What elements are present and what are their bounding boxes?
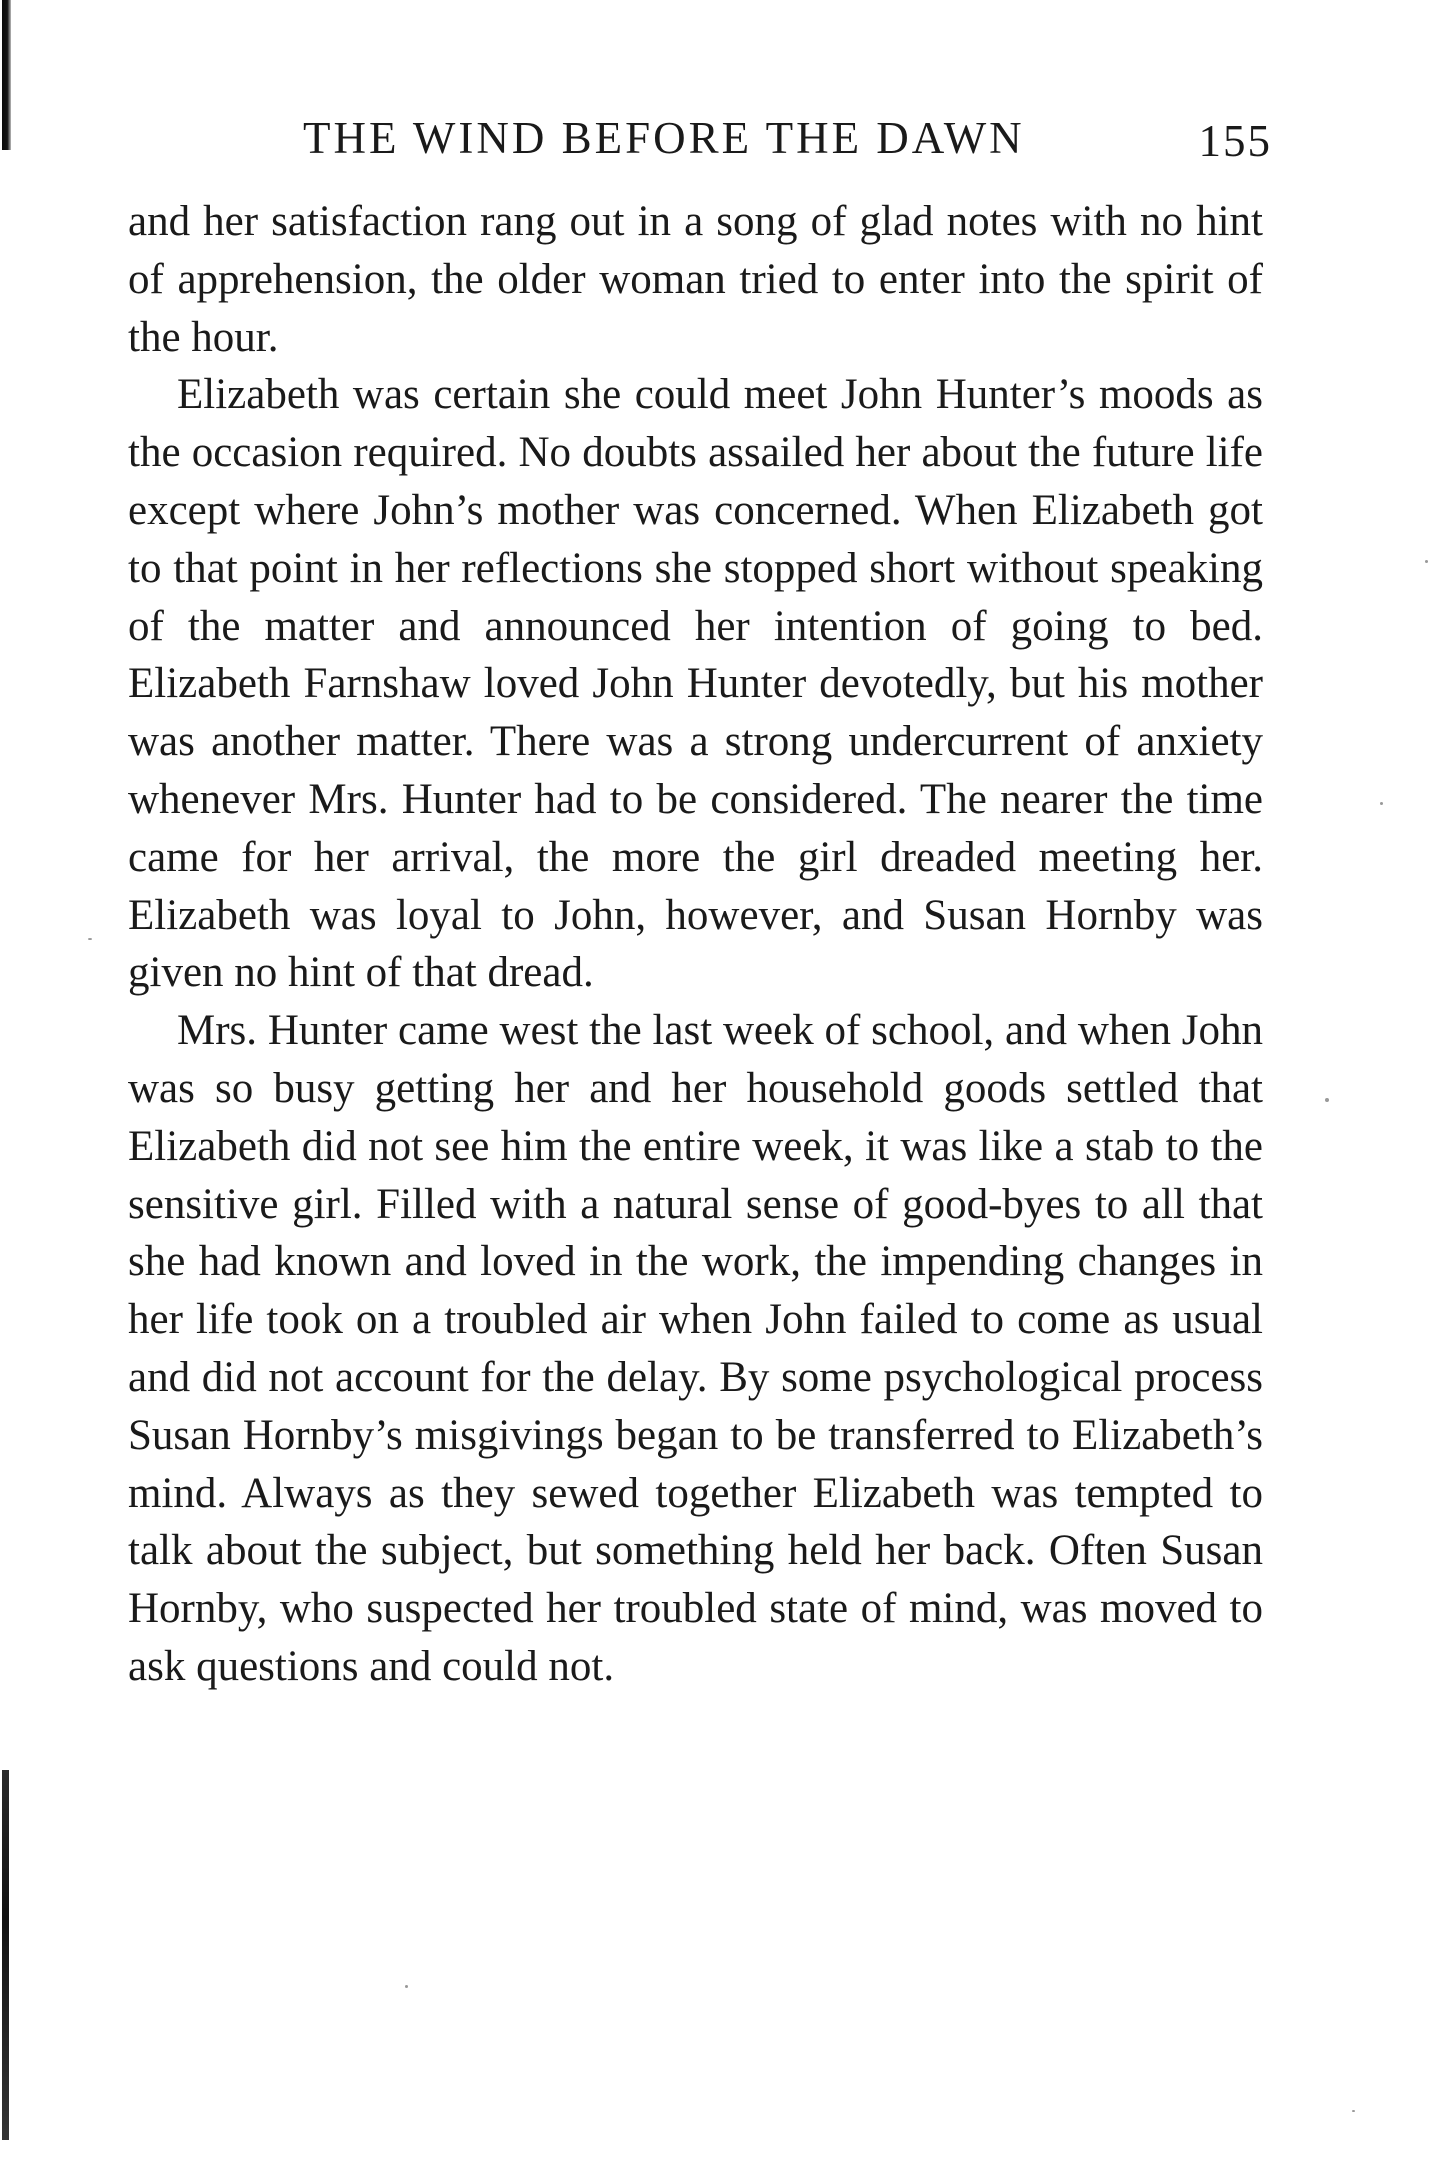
running-head xyxy=(128,108,1272,168)
scan-speck xyxy=(1352,2110,1355,2112)
paragraph: Mrs. Hunter came west the last week of school, and when John was so busy getting her and her household goods settled that Elizabeth did not see him the entire week, it was like a stab to the sensitive girl. Filled with a natural sense of good-byes to all that she had known and loved in the work, the impending changes in her life took on a troubled air when John failed to come as usual and did not account for the delay. By some psychological process Susan Hornby’s misgivings began to be transferred to Elizabeth’s mind. Always as they sewed together Elizabeth was tempted to talk about the subject, but something held her back. Often Susan Hornby, who suspected her troubled state of mind, was moved to ask questions and could not. xyxy=(128,1007,1263,1690)
scan-edge-mark-top xyxy=(2,0,11,150)
scan-speck xyxy=(405,1985,408,1988)
running-head-title-text: THE WIND BEFORE THE DAWN xyxy=(303,113,1025,163)
scan-speck xyxy=(1325,1098,1329,1102)
scan-edge-mark-bottom xyxy=(2,1770,9,2140)
paragraph: Elizabeth was certain she could meet John Hunter’s moods as the occasion required. No doubts assailed her about the future life except where John’s mother was concerned. When Elizabeth got to that point in her reflections she stopped short without speaking of the matter and announced her intention of going to bed. Elizabeth Farnshaw loved John Hunter devotedly, but his mother was another matter. There was a strong undercurrent of anxiety whenever Mrs. Hunter had to be considered. The nearer the time came for her arrival, the more the girl dreaded meeting her. Elizabeth was loyal to John, however, and Susan Hornby was given no hint of that dread. xyxy=(128,371,1263,997)
scan-speck xyxy=(1380,802,1383,805)
scan-speck xyxy=(1425,560,1428,563)
page-number: 155 xyxy=(1198,116,1272,166)
scan-speck xyxy=(88,938,92,940)
body-text xyxy=(128,193,1263,1696)
paragraph: and her satisfaction rang out in a song of glad notes with no hint of apprehension, the older woman tried to enter into the spirit of the hour. xyxy=(128,198,1263,361)
